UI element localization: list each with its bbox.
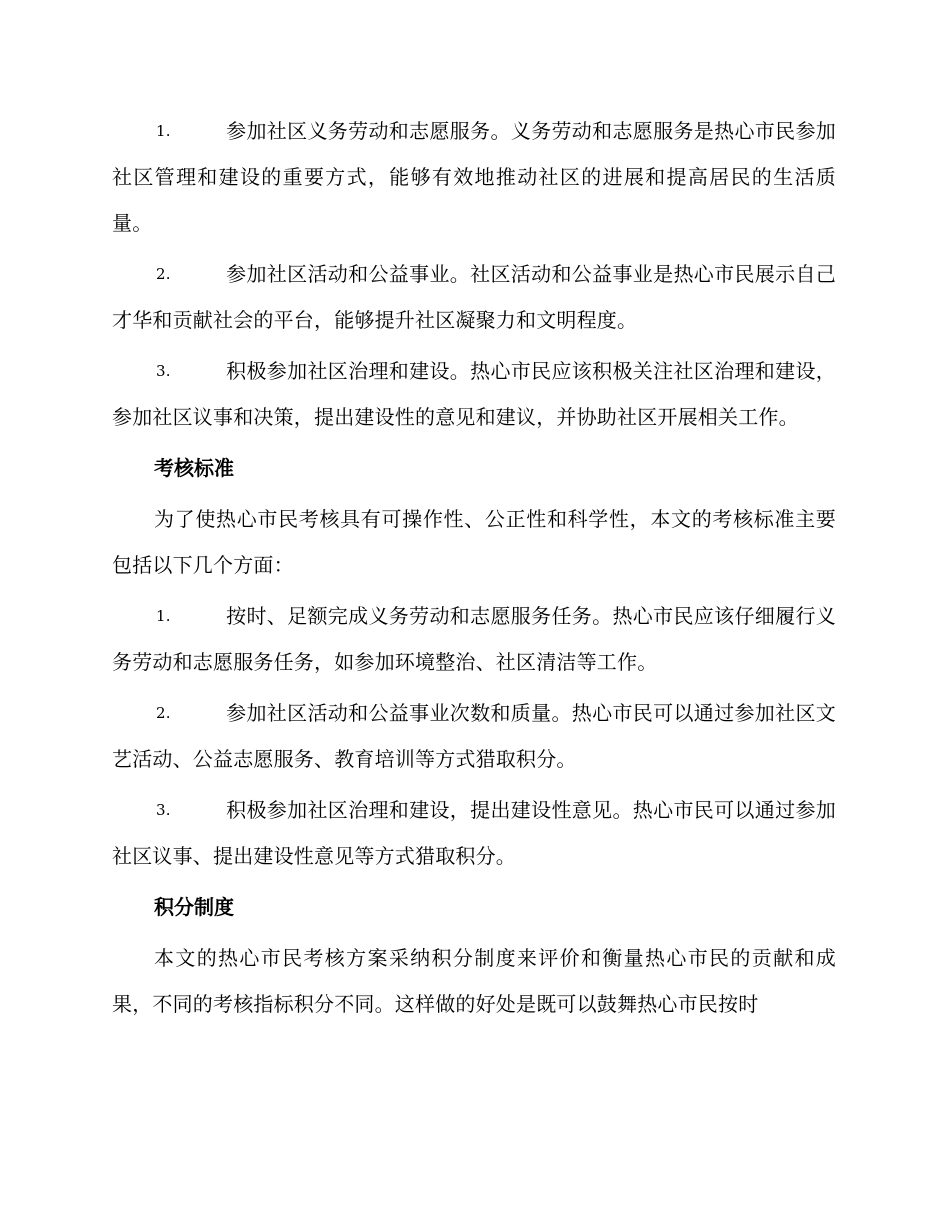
list-number: 3. (156, 801, 171, 819)
list-item (112, 251, 836, 343)
list-number: 1. (156, 122, 171, 140)
section-heading-points: 积分制度 (154, 895, 234, 919)
list-text: 积极参加社区治理和建设。热心市民应该积极关注社区治理和建设，参加社区议事和决策，提出建设性的意见和建议，并协助社区开展相关工作。 (112, 359, 836, 429)
list-text: 参加社区活动和公益事业次数和质量。热心市民可以通过参加社区文艺活动、公益志愿服务、教育培训等方式猎取积分。 (112, 701, 836, 771)
document-content (112, 108, 836, 1032)
section-heading-assessment: 考核标准 (154, 456, 234, 480)
list-number: 3. (156, 362, 171, 380)
list-text: 参加社区义务劳动和志愿服务。义务劳动和志愿服务是热心市民参加社区管理和建设的重要方式，能够有效地推动社区的进展和提高居民的生活质量。 (112, 119, 836, 235)
list-text: 参加社区活动和公益事业。社区活动和公益事业是热心市民展示自己才华和贡献社会的平台，能够提升社区凝聚力和文明程度。 (112, 262, 836, 332)
list-text: 积极参加社区治理和建设，提出建设性意见。热心市民可以通过参加社区议事、提出建设性意见等方式猎取积分。 (112, 798, 836, 868)
list-item (112, 690, 836, 782)
list-item (112, 348, 836, 440)
list-number: 2. (156, 265, 171, 283)
list-item (112, 108, 836, 246)
section-intro-points: 本文的热心市民考核方案采纳积分制度来评价和衡量热心市民的贡献和成果，不同的考核指标积分不同。这样做的好处是既可以鼓舞热心市民按时 (112, 946, 836, 1016)
section-intro-assessment: 为了使热心市民考核具有可操作性、公正性和科学性，本文的考核标准主要包括以下几个方面： (112, 507, 836, 577)
list-item (112, 787, 836, 879)
list-text: 按时、足额完成义务劳动和志愿服务任务。热心市民应该仔细履行义务劳动和志愿服务任务，如参加环境整治、社区清洁等工作。 (112, 604, 836, 674)
list-item (112, 593, 836, 685)
list-number: 2. (156, 704, 171, 722)
list-number: 1. (156, 607, 171, 625)
